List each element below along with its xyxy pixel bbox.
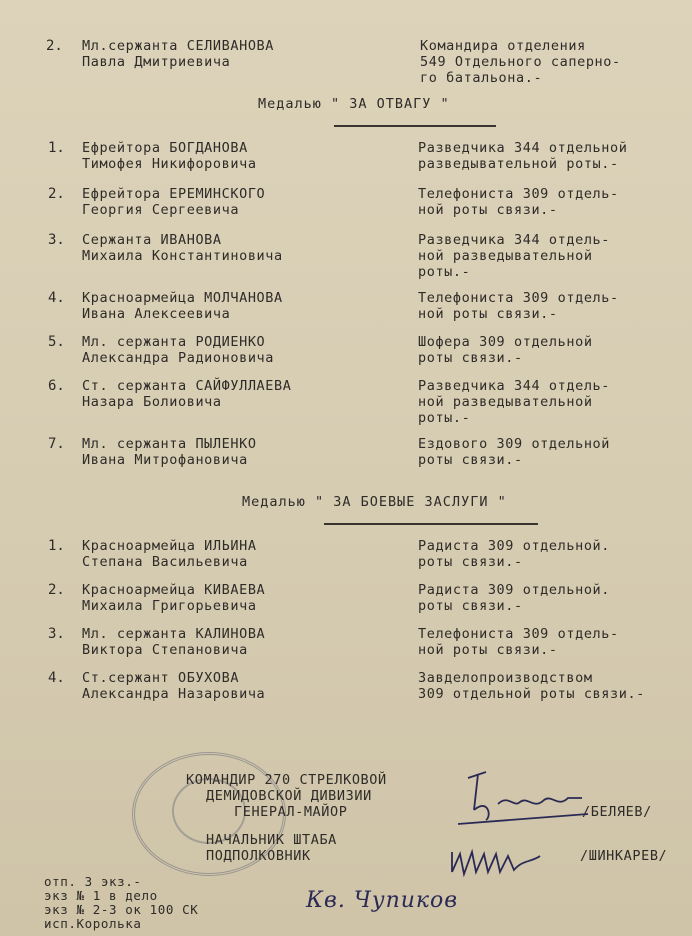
recipient-position: Разведчика 344 отдель- — [418, 378, 611, 394]
recipient-position: 309 отдельной роты связи.- — [418, 686, 645, 702]
recipient-position: Разведчика 344 отдельной — [418, 140, 628, 156]
award-number: 2. — [48, 186, 65, 202]
recipient-position: Радиста 309 отдельной. — [418, 582, 611, 598]
commander-signature — [448, 758, 598, 830]
chief-of-staff-signature — [444, 842, 554, 888]
award-number: 2. — [46, 38, 63, 54]
award-number: 6. — [48, 378, 65, 394]
recipient-position: ной разведывательной — [418, 248, 593, 264]
division-name: ДЕМИДОВСКОЙ ДИВИЗИИ — [206, 788, 372, 804]
award-number: 1. — [48, 538, 65, 554]
recipient-rank-surname: Ефрейтора ЕРЕМИНСКОГО — [82, 186, 266, 202]
award-number: 4. — [48, 670, 65, 686]
recipient-position: ной роты связи.- — [418, 642, 558, 658]
recipient-given-names: Степана Васильевича — [82, 554, 248, 570]
recipient-rank-surname: Ст. сержанта САЙФУЛЛАЕВА — [82, 378, 292, 394]
recipient-position: роты связи.- — [418, 554, 523, 570]
recipient-position: роты.- — [418, 410, 471, 426]
commander-name: /БЕЛЯЕВ/ — [582, 804, 652, 820]
recipient-position: разведывательной роты.- — [418, 156, 619, 172]
recipient-given-names: Ивана Митрофановича — [82, 452, 248, 468]
copy-distribution: экз № 1 в дело — [44, 888, 158, 903]
heading-underline — [324, 523, 538, 525]
recipient-position: роты связи.- — [418, 452, 523, 468]
section-heading-bravery: Медалью " ЗА ОТВАГУ " — [258, 96, 450, 112]
heading-underline — [334, 125, 496, 127]
recipient-given-names: Тимофея Никифоровича — [82, 156, 257, 172]
recipient-position: роты связи.- — [418, 350, 523, 366]
recipient-rank-surname: Красноармейца МОЛЧАНОВА — [82, 290, 283, 306]
chief-of-staff-rank: ПОДПОЛКОВНИК — [206, 848, 311, 864]
recipient-given-names: Александра Назаровича — [82, 686, 266, 702]
recipient-position: го батальона.- — [420, 70, 543, 86]
copy-distribution: экз № 2-3 ок 100 СК — [44, 902, 199, 917]
recipient-given-names: Ивана Алексеевича — [82, 306, 231, 322]
recipient-rank-surname: Ст.сержант ОБУХОВА — [82, 670, 240, 686]
recipient-position: Телефониста 309 отдель- — [418, 186, 619, 202]
recipient-given-names: Михаила Константиновича — [82, 248, 283, 264]
recipient-position: Телефониста 309 отдель- — [418, 626, 619, 642]
award-number: 3. — [48, 232, 65, 248]
recipient-position: Командира отделения — [420, 38, 586, 54]
recipient-rank-surname: Мл. сержанта ПЫЛЕНКО — [82, 436, 257, 452]
recipient-position: Ездового 309 отдельной — [418, 436, 611, 452]
commander-rank: ГЕНЕРАЛ-МАЙОР — [234, 804, 348, 820]
executor-note: исп.Королька — [44, 916, 142, 931]
recipient-position: ной роты связи.- — [418, 202, 558, 218]
commander-title: КОМАНДИР 270 СТРЕЛКОВОЙ — [186, 772, 387, 788]
chief-of-staff-name: /ШИНКАРЕВ/ — [580, 848, 668, 864]
recipient-position: 549 Отдельного саперно- — [420, 54, 621, 70]
award-number: 5. — [48, 334, 65, 350]
award-number: 2. — [48, 582, 65, 598]
recipient-rank-surname: Ефрейтора БОГДАНОВА — [82, 140, 248, 156]
award-number: 1. — [48, 140, 65, 156]
recipient-given-names: Александра Радионовича — [82, 350, 275, 366]
award-number: 3. — [48, 626, 65, 642]
recipient-rank-surname: Красноармейца ИЛЬИНА — [82, 538, 257, 554]
recipient-given-names: Павла Дмитриевича — [82, 54, 231, 70]
recipient-position: Радиста 309 отдельной. — [418, 538, 611, 554]
recipient-rank-surname: Мл.сержанта СЕЛИВАНОВА — [82, 38, 275, 54]
recipient-given-names: Георгия Сергеевича — [82, 202, 240, 218]
recipient-position: Шофера 309 отдельной — [418, 334, 593, 350]
award-number: 7. — [48, 436, 65, 452]
recipient-position: роты.- — [418, 264, 471, 280]
recipient-given-names: Виктора Степановича — [82, 642, 248, 658]
recipient-rank-surname: Красноармейца КИВАЕВА — [82, 582, 266, 598]
recipient-position: Завделопроизводством — [418, 670, 593, 686]
copies-note: отп. 3 экз.- — [44, 874, 142, 889]
recipient-given-names: Михаила Григорьевича — [82, 598, 257, 614]
recipient-position: ной разведывательной — [418, 394, 593, 410]
recipient-position: роты связи.- — [418, 598, 523, 614]
chief-of-staff-title: НАЧАЛЬНИК ШТАБА — [206, 832, 337, 848]
recipient-rank-surname: Сержанта ИВАНОВА — [82, 232, 222, 248]
recipient-position: Разведчика 344 отдель- — [418, 232, 611, 248]
award-number: 4. — [48, 290, 65, 306]
recipient-position: Телефониста 309 отдель- — [418, 290, 619, 306]
recipient-given-names: Назара Болиовича — [82, 394, 222, 410]
recipient-position: ной роты связи.- — [418, 306, 558, 322]
recipient-rank-surname: Мл. сержанта РОДИЕНКО — [82, 334, 266, 350]
handwritten-note: Кв. Чупиков — [306, 888, 459, 913]
recipient-rank-surname: Мл. сержанта КАЛИНОВА — [82, 626, 266, 642]
section-heading-merit: Медалью " ЗА БОЕВЫЕ ЗАСЛУГИ " — [242, 494, 507, 510]
